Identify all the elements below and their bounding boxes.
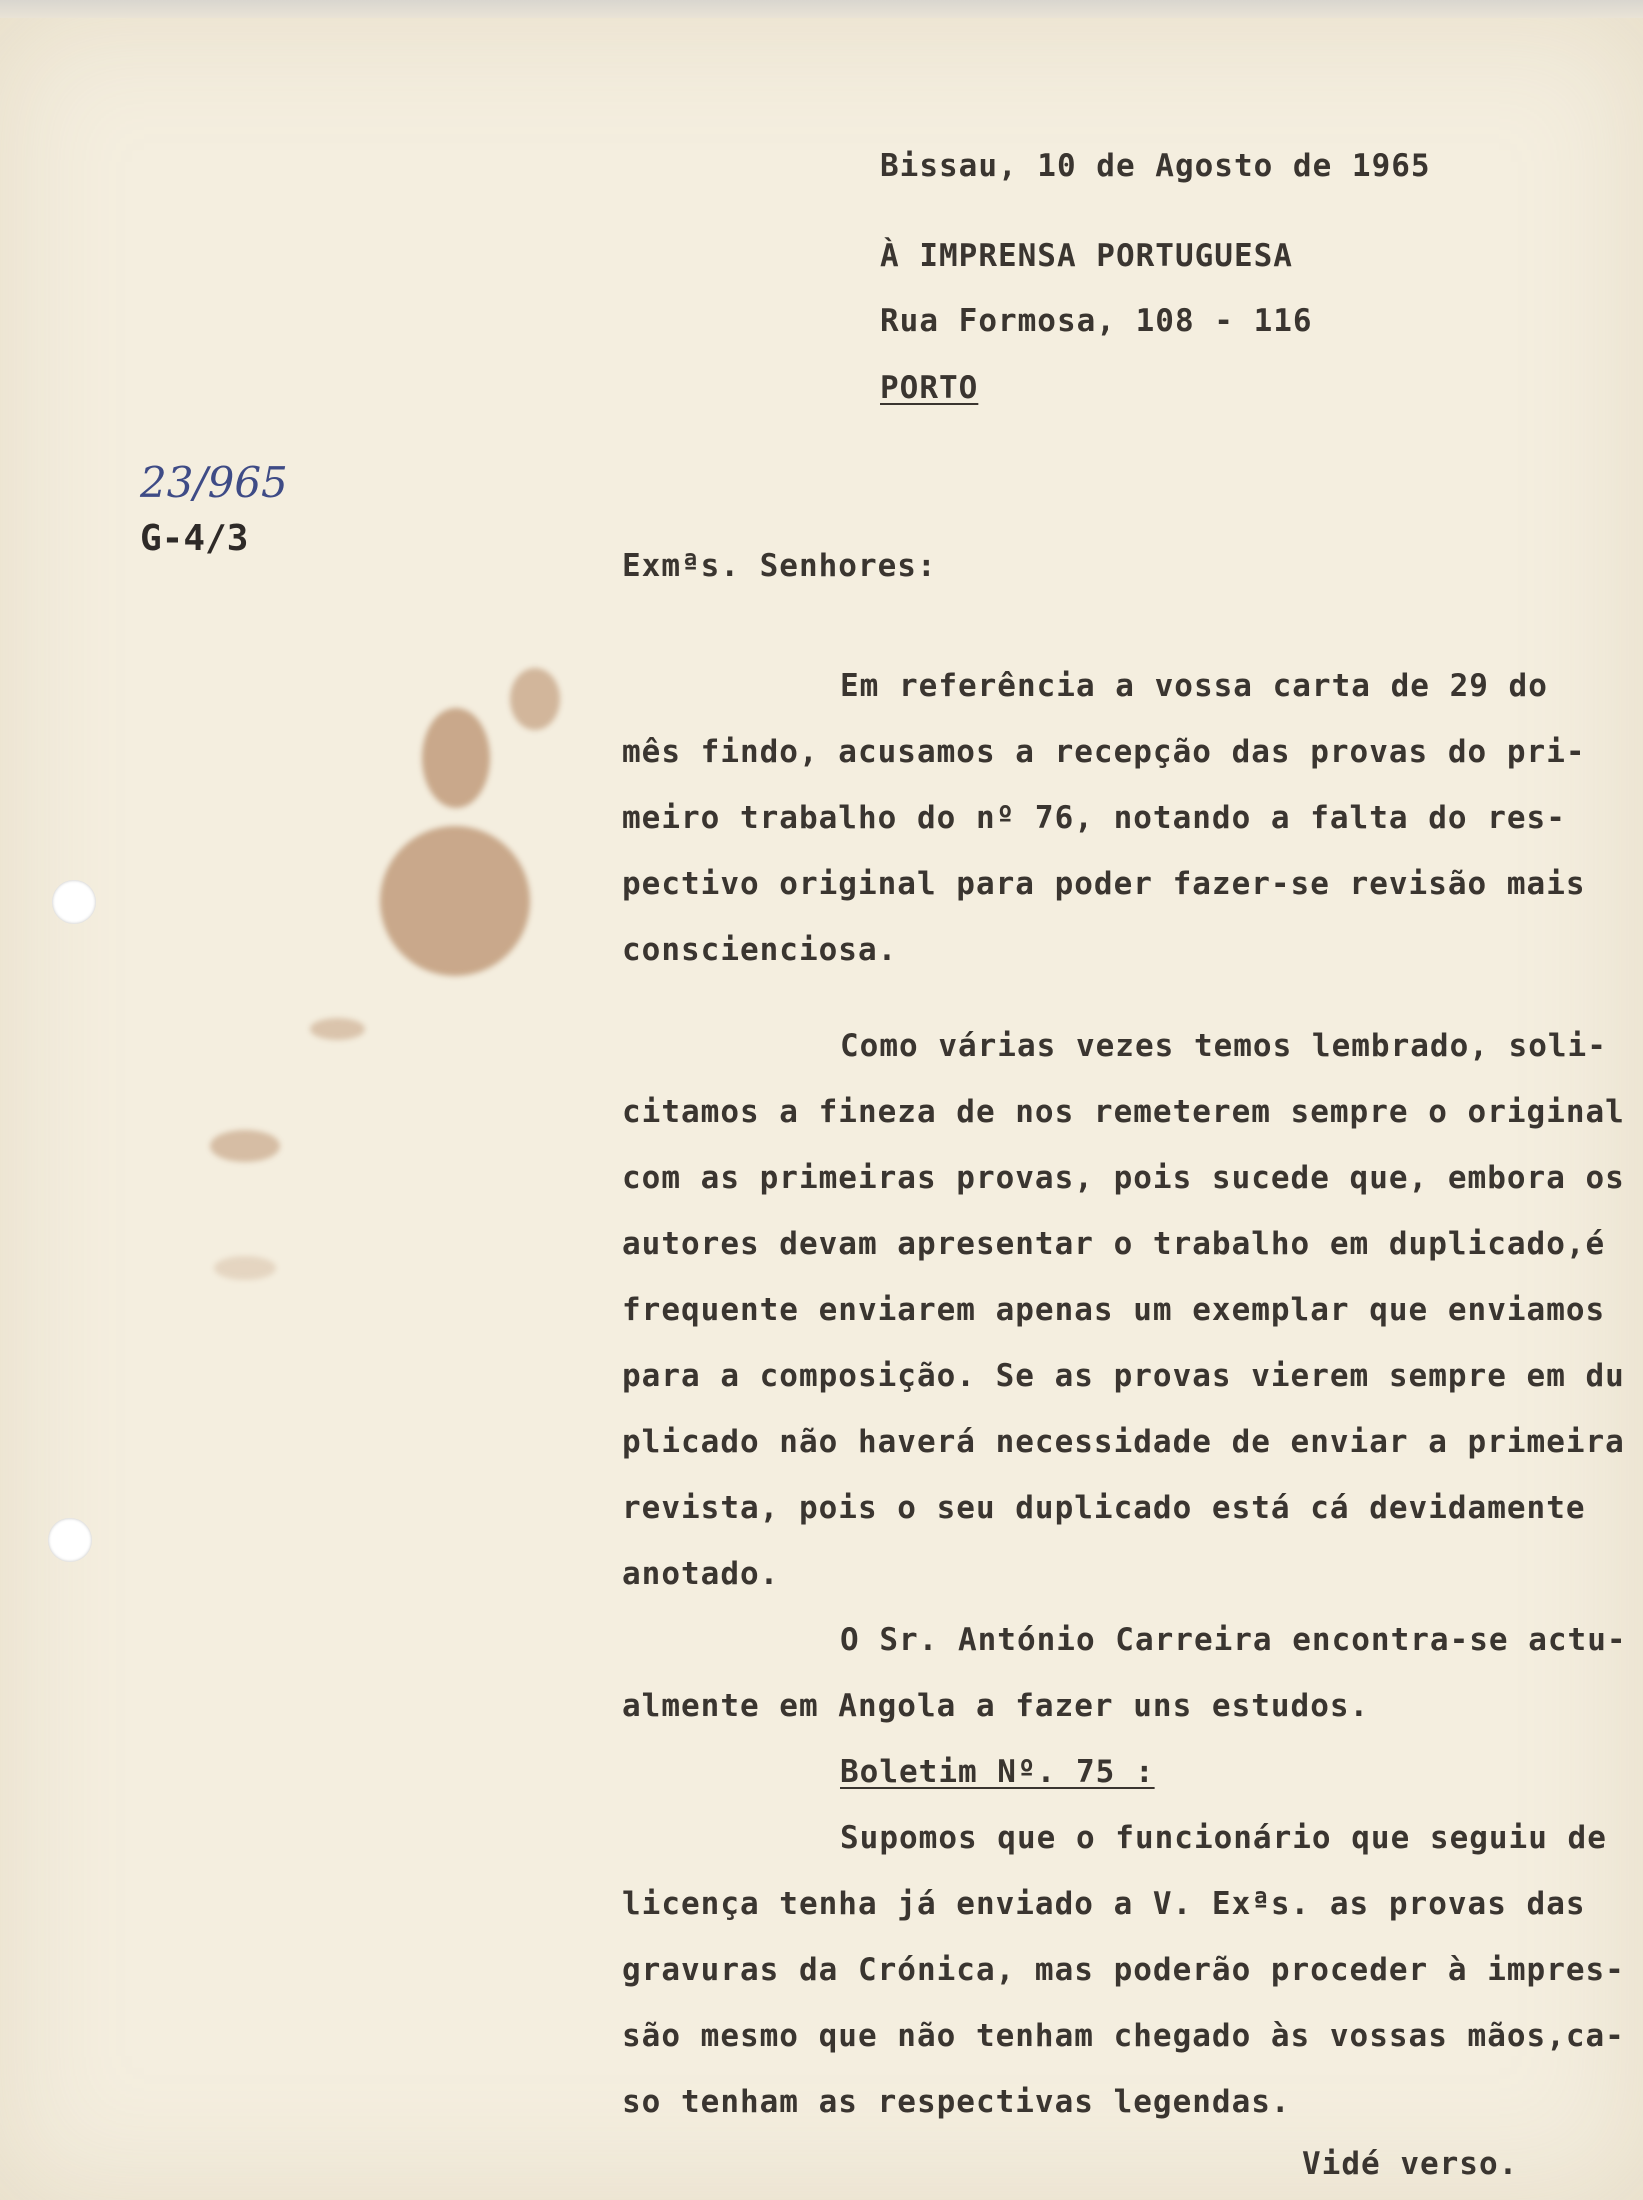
body-line: Supomos que o funcionário que seguiu de [840, 1820, 1607, 1856]
body-line: autores devam apresentar o trabalho em duplicado,é [622, 1226, 1606, 1262]
body-line: Em referência a vossa carta de 29 do [840, 668, 1548, 704]
body-line: plicado não haverá necessidade de enviar a primeira [622, 1424, 1625, 1460]
file-code: G-4/3 [140, 518, 249, 559]
body-line: so tenham as respectivas legendas. [622, 2084, 1291, 2120]
stain-mark [310, 1018, 365, 1040]
addressee-name: À IMPRENSA PORTUGUESA [880, 238, 1293, 274]
reference-number-handwritten: 23/965 [140, 458, 288, 507]
stain-mark [510, 668, 560, 730]
body-line: são mesmo que não tenham chegado às vossas mãos,ca- [622, 2018, 1625, 2054]
body-line: gravuras da Crónica, mas poderão proceder à impres- [622, 1952, 1625, 1988]
body-line: almente em Angola a fazer uns estudos. [622, 1688, 1370, 1724]
scanner-top-edge [0, 0, 1643, 18]
stain-mark [214, 1256, 276, 1280]
body-line: meiro trabalho do nº 76, notando a falta do res- [622, 800, 1566, 836]
body-line: com as primeiras provas, pois sucede que, embora os [622, 1160, 1625, 1196]
body-line: para a composição. Se as provas vierem sempre em du [622, 1358, 1625, 1394]
date-line: Bissau, 10 de Agosto de 1965 [880, 148, 1431, 184]
section-heading-boletim: Boletim Nº. 75 : [840, 1754, 1155, 1790]
body-line: citamos a fineza de nos remeterem sempre o original [622, 1094, 1625, 1130]
addressee-street: Rua Formosa, 108 - 116 [880, 303, 1313, 339]
stain-mark [422, 708, 490, 808]
body-line: conscienciosa. [622, 932, 898, 968]
body-line: Como várias vezes temos lembrado, soli- [840, 1028, 1607, 1064]
body-line: anotado. [622, 1556, 780, 1592]
body-line: licença tenha já enviado a V. Exªs. as provas das [622, 1886, 1586, 1922]
letter-page [0, 18, 1643, 2200]
salutation: Exmªs. Senhores: [622, 548, 937, 584]
punch-hole-lower [48, 1518, 92, 1562]
addressee-city: PORTO [880, 370, 979, 406]
stain-mark [380, 826, 530, 976]
body-line: mês findo, acusamos a recepção das provas do pri- [622, 734, 1586, 770]
punch-hole-upper [52, 880, 96, 924]
closing-note: Vidé verso. [1302, 2146, 1519, 2182]
body-line: frequente enviarem apenas um exemplar que enviamos [622, 1292, 1606, 1328]
stain-mark [210, 1130, 280, 1162]
body-line: O Sr. António Carreira encontra-se actu- [840, 1622, 1627, 1658]
body-line: pectivo original para poder fazer-se revisão mais [622, 866, 1586, 902]
body-line: revista, pois o seu duplicado está cá devidamente [622, 1490, 1586, 1526]
